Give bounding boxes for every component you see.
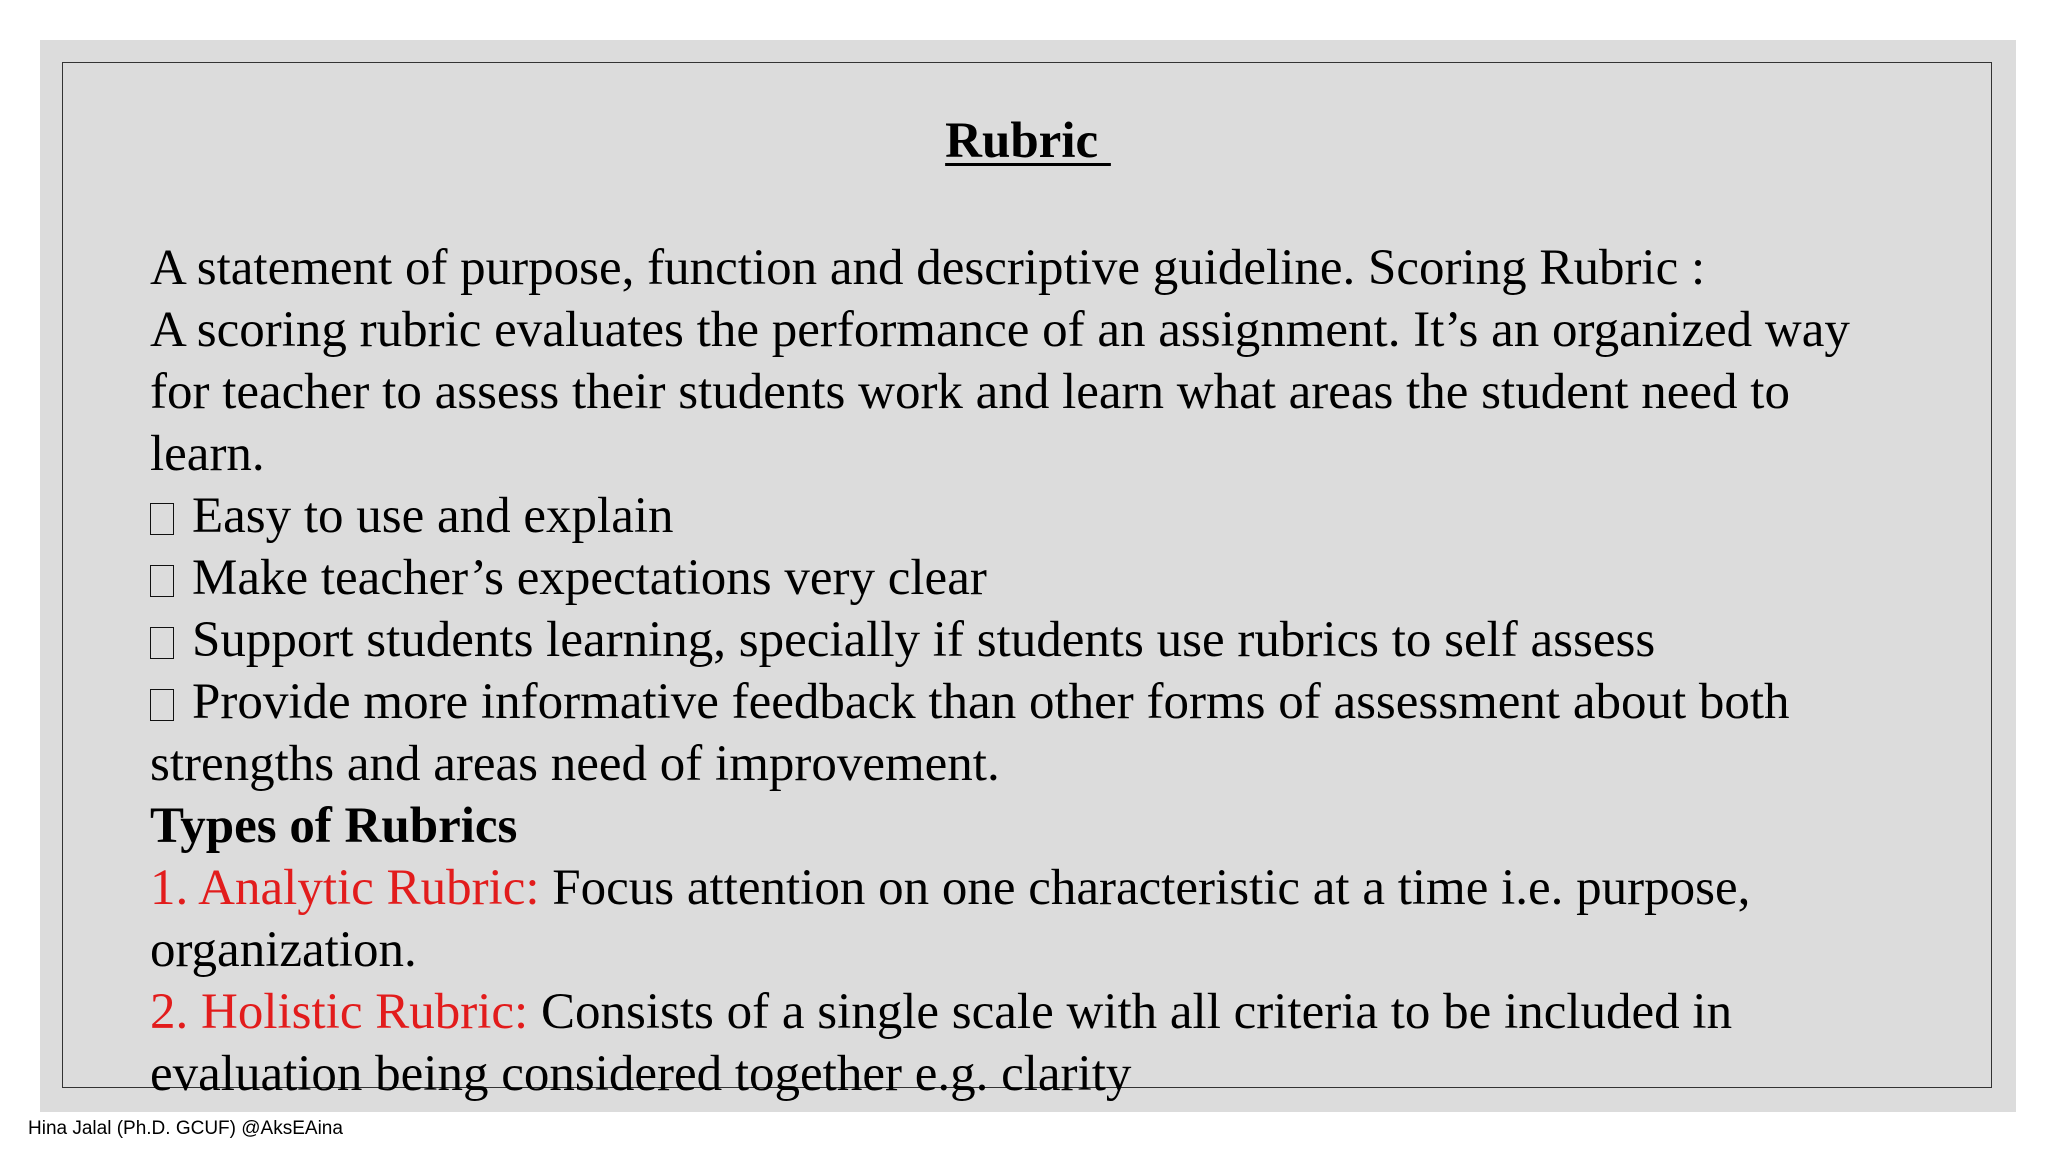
rubric-type-continuation: organization. (150, 922, 417, 978)
bullet-text: Easy to use and explain (192, 488, 674, 544)
footer-credit: Hina Jalal (Ph.D. GCUF) @AksEAina (28, 1118, 343, 1139)
bullet-continuation: strengths and areas need of improvement. (150, 736, 1000, 792)
rubric-type-text: Consists of a single scale with all criteria to be included in (528, 984, 1733, 1040)
definition-line: for teacher to assess their students work and learn what areas the student need to (150, 364, 1790, 420)
definition-line: A scoring rubric evaluates the performance of an assignment. It’s an organized way (150, 302, 1850, 358)
rubric-type-item (150, 981, 1970, 1043)
bullet-item (150, 547, 1970, 609)
slide-title-text: Rubric (945, 113, 1111, 169)
rubric-type-label: 2. Holistic Rubric: (150, 984, 529, 1040)
definition-line: learn. (150, 426, 265, 482)
empty-square-bullet-icon (150, 503, 174, 535)
bullet-text: Provide more informative feedback than other forms of assessment about both (192, 674, 1790, 730)
bullet-text: Support students learning, specially if students use rubrics to self assess (192, 612, 1656, 668)
rubric-type-item (150, 857, 1970, 919)
bullet-item (150, 609, 1970, 671)
types-heading: Types of Rubrics (150, 798, 518, 854)
rubric-type-text: Focus attention on one characteristic at a time i.e. purpose, (539, 860, 1751, 916)
slide (40, 40, 2016, 1112)
rubric-type-continuation: evaluation being considered together e.g. clarity (150, 1046, 1132, 1102)
empty-square-bullet-icon (150, 627, 174, 659)
empty-square-bullet-icon (150, 565, 174, 597)
bullet-text: Make teacher’s expectations very clear (192, 550, 987, 606)
empty-square-bullet-icon (150, 689, 174, 721)
bullet-item (150, 671, 1970, 733)
slide-title (40, 110, 2016, 172)
slide-body (150, 237, 1970, 1105)
bullet-item (150, 485, 1970, 547)
rubric-type-label: 1. Analytic Rubric: (150, 860, 540, 916)
definition-line: A statement of purpose, function and descriptive guideline. Scoring Rubric : (150, 240, 1706, 296)
